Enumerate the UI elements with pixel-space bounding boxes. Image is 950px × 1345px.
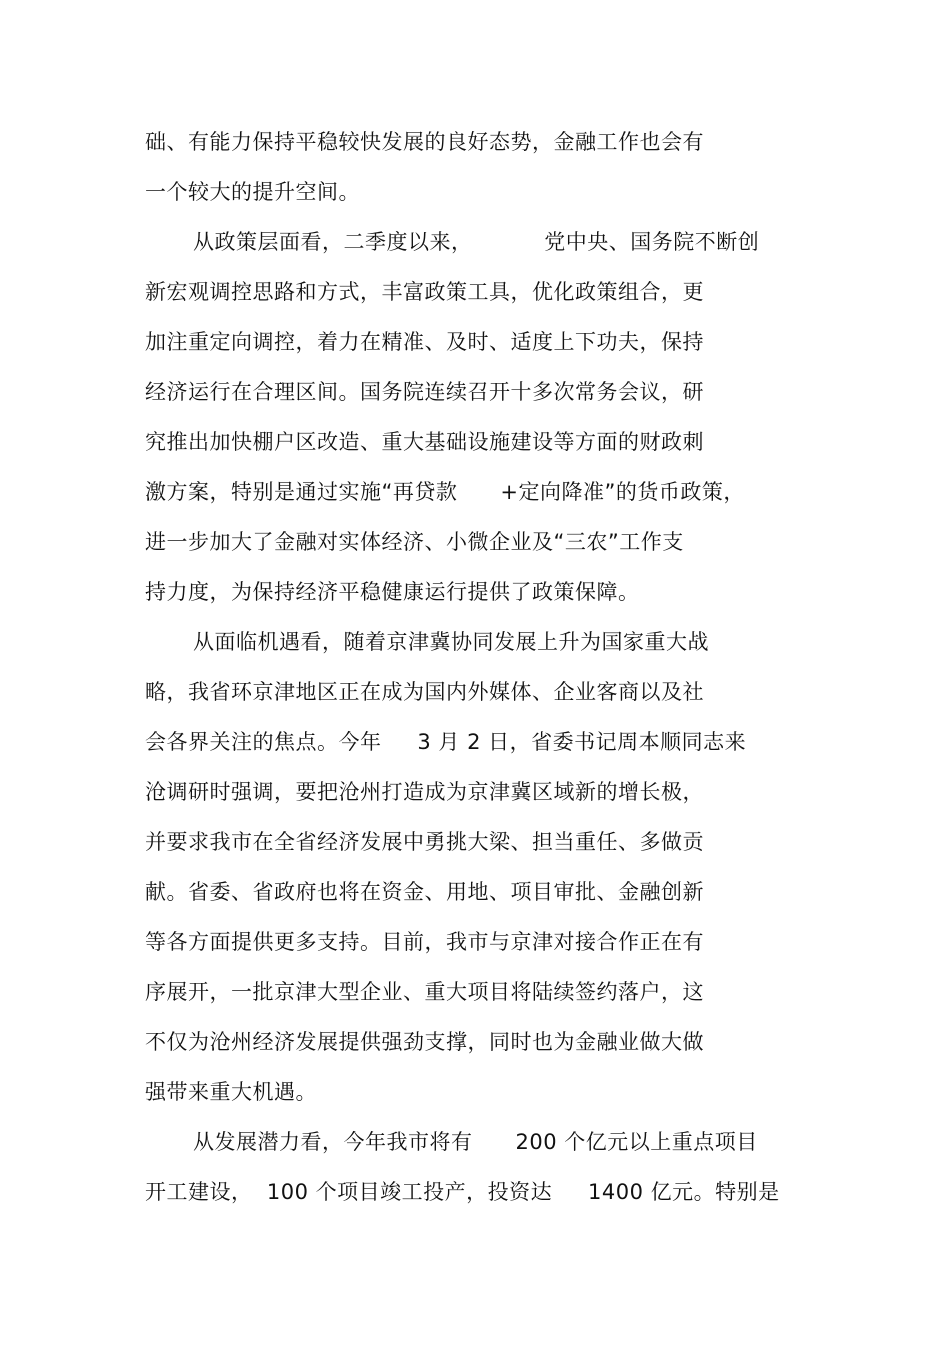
text-line: 献。省委、省政府也将在资金、用地、项目审批、金融创新 [145, 880, 704, 904]
text-line: 不仅为沧州经济发展提供强劲支撑，同时也为金融业做大做 [145, 1030, 704, 1054]
text-line: 序展开，一批京津大型企业、重大项目将陆续签约落户，这 [145, 980, 704, 1004]
text-line: 一个较大的提升空间。 [145, 180, 360, 204]
text-line: 激方案，特别是通过实施“再贷款 +定向降准”的货币政策， [145, 480, 745, 504]
paragraph-first-line: 从发展潜力看，今年我市将有 200 个亿元以上重点项目 [193, 1130, 758, 1154]
paragraph-first-line: 从面临机遇看，随着京津冀协同发展上升为国家重大战 [193, 630, 709, 654]
paragraph-first-line: 从政策层面看，二季度以来， 党中央、国务院不断创 [193, 230, 760, 254]
text-line: 强带来重大机遇。 [145, 1080, 317, 1104]
text-line: 究推出加快棚户区改造、重大基础设施建设等方面的财政刺 [145, 430, 704, 454]
text-line: 经济运行在合理区间。国务院连续召开十多次常务会议，研 [145, 380, 704, 404]
text-line: 开工建设， 100 个项目竣工投产，投资达 1400 亿元。特别是 [145, 1180, 780, 1204]
text-line: 略，我省环京津地区正在成为国内外媒体、企业客商以及社 [145, 680, 704, 704]
text-line: 进一步加大了金融对实体经济、小微企业及“三农”工作支 [145, 530, 684, 554]
text-line: 加注重定向调控，着力在精准、及时、适度上下功夫，保持 [145, 330, 704, 354]
text-line: 并要求我市在全省经济发展中勇挑大梁、担当重任、多做贡 [145, 830, 704, 854]
text-line: 沧调研时强调，要把沧州打造成为京津冀区域新的增长极， [145, 780, 704, 804]
text-line: 会各界关注的焦点。今年 3 月 2 日，省委书记周本顺同志来 [145, 730, 747, 754]
text-line: 等各方面提供更多支持。目前，我市与京津对接合作正在有 [145, 930, 704, 954]
text-line: 新宏观调控思路和方式，丰富政策工具，优化政策组合，更 [145, 280, 704, 304]
text-line: 础、有能力保持平稳较快发展的良好态势，金融工作也会有 [145, 130, 704, 154]
text-line: 持力度，为保持经济平稳健康运行提供了政策保障。 [145, 580, 640, 604]
